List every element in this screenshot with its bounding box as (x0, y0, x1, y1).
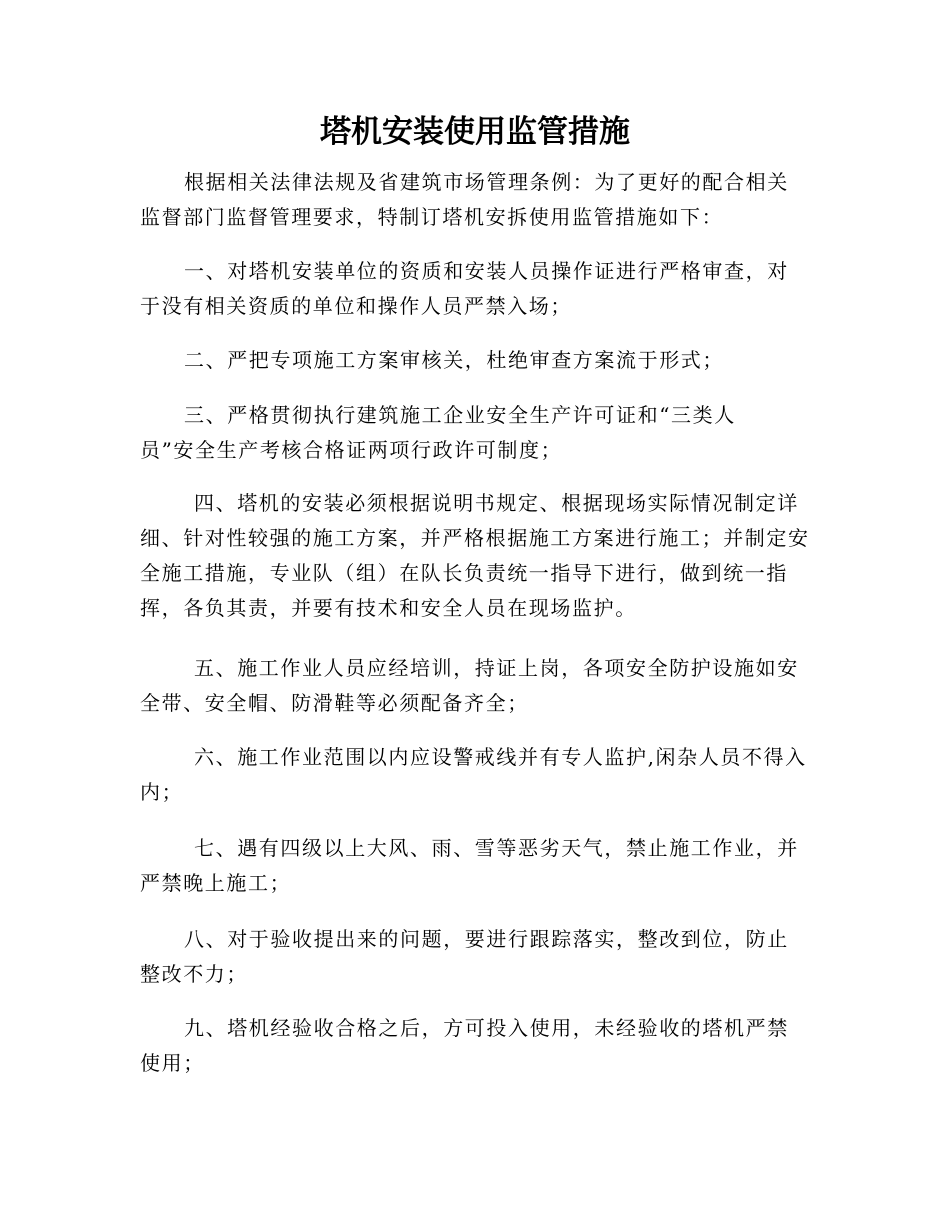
clause-8-paragraph: 八、对于验收提出来的问题，要进行跟踪落实，整改到位，防止整改不力； (140, 927, 789, 986)
clause-4-paragraph: 四、塔机的安装必须根据说明书规定、根据现场实际情况制定详细、针对性较强的施工方案，并严格根据施工方案进行施工；并制定安全施工措施，专业队（组）在队长负责统一指导下进行，做到统一指挥，各负其责，并要有技术和安全人员在现场监护。 (140, 491, 810, 620)
clause-1-paragraph: 一、对塔机安装单位的资质和安装人员操作证进行严格审查，对于没有相关资质的单位和操作人员严禁入场； (140, 259, 789, 318)
clause-6-paragraph: 六、施工作业范围以内应设警戒线并有专人监护,闲杂人员不得入内； (140, 745, 807, 804)
clause-9-paragraph: 九、塔机经验收合格之后，方可投入使用，未经验收的塔机严禁使用； (140, 1016, 789, 1075)
clause-2-paragraph: 二、严把专项施工方案审核关，杜绝审查方案流于形式； (184, 348, 724, 372)
document-title: 塔机安装使用监管措施 (320, 114, 630, 150)
clause-7-paragraph: 七、遇有四级以上大风、雨、雪等恶劣天气，禁止施工作业，并严禁晚上施工； (140, 836, 799, 895)
intro-paragraph: 根据相关法律法规及省建筑市场管理条例：为了更好的配合相关监督部门监督管理要求，特制订塔机安拆使用监管措施如下： (140, 170, 789, 229)
clause-3-paragraph: 三、严格贯彻执行建筑施工企业安全生产许可证和“三类人员”安全生产考核合格证两项行政许可制度； (140, 403, 736, 462)
clause-5-paragraph: 五、施工作业人员应经培训，持证上岗，各项安全防护设施如安全带、安全帽、防滑鞋等必须配备齐全； (140, 656, 799, 715)
